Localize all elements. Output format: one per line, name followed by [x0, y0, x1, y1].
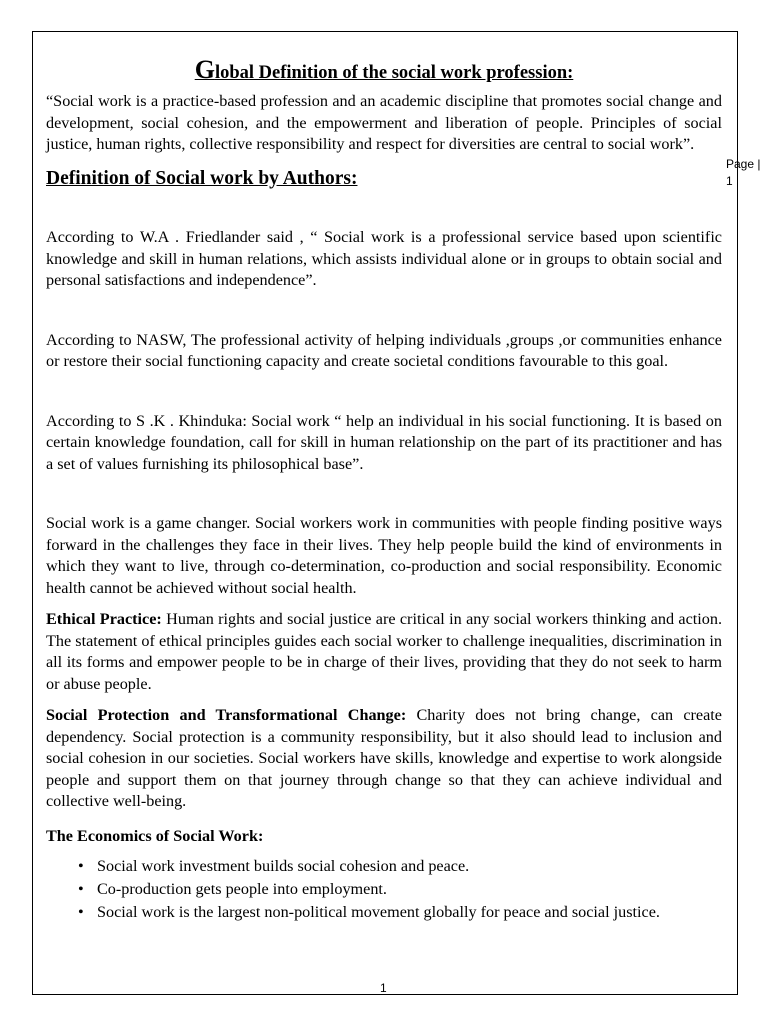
definition-friedlander: According to W.A . Friedlander said , “ Social work is a professional service based upon scientific knowledge and skill in human relations, which assists individual alone or in groups to obtain social and personal satisfactions and independence”.	[46, 228, 722, 289]
game-changer-paragraph: Social work is a game changer. Social workers work in communities with people finding positive ways forward in the challenges they face in their lives. They help people build the kind of environments in which they want to live, through co-determination, co-production and social responsibility. Economic health cannot be achieved without social health.	[46, 514, 722, 597]
social-protection-text: Charity does not bring change, can create dependency. Social protection is a community responsibility, but it also should lead to inclusion and social cohesion in our societies. Social workers have skills, knowledge and expertise to work alongside people and support them on that journey through change so that they can achieve individual and collective well-being.	[46, 706, 722, 810]
title-initial-letter: G	[194, 55, 215, 84]
document-body	[46, 55, 722, 924]
authors-heading: Definition of Social work by Authors:	[46, 167, 358, 189]
list-item	[78, 878, 722, 901]
ethical-practice-text: Human rights and social justice are critical in any social workers thinking and action. The statement of ethical principles guides each social worker to challenge inequalities, discrimination in all its forms and empower people to be in charge of their lives, providing that they do not seek to harm or abuse people.	[46, 610, 722, 693]
bullet-icon: •	[78, 857, 84, 875]
list-item	[78, 901, 722, 924]
footer-page-number: 1	[380, 981, 387, 995]
economics-heading: The Economics of Social Work:	[46, 826, 264, 845]
list-item-text: Social work is the largest non-political movement globally for peace and social justice.	[97, 903, 660, 921]
page-title	[46, 55, 722, 85]
list-item-text: Social work investment builds social cohesion and peace.	[97, 857, 470, 875]
margin-note-line-1: Page |	[726, 157, 761, 171]
definition-khinduka: According to S .K . Khinduka: Social work “ help an individual in his social functioning. It is based on certain knowledge foundation, call for skill in human relationship on the part of its practitioner and has a set of values furnishing its philosophical base”.	[46, 411, 722, 473]
list-item-text: Co-production gets people into employment.	[97, 880, 387, 898]
margin-note-line-2: 1	[726, 174, 733, 188]
page-number-margin-note	[726, 156, 760, 190]
bullet-icon: •	[78, 903, 84, 921]
bullet-icon: •	[78, 880, 84, 898]
global-definition-paragraph: “Social work is a practice-based profession and an academic discipline that promotes social change and development, social cohesion, and the empowerment and liberation of people. Principles of social justice, human rights, collective responsibility and respect for diversities are central to social work”.	[46, 92, 722, 153]
social-protection-heading: Social Protection and Transformational Change:	[46, 706, 407, 724]
list-item	[78, 855, 722, 878]
ethical-practice-heading: Ethical Practice:	[46, 610, 162, 628]
definition-nasw: According to NASW, The professional activity of helping individuals ,groups ,or communities enhance or restore their social functioning capacity and create societal conditions favourable to this goal.	[46, 330, 722, 370]
economics-bullet-list	[46, 855, 722, 924]
title-text: lobal Definition of the social work profession:	[214, 63, 574, 83]
social-protection-paragraph	[46, 705, 722, 813]
ethical-practice-paragraph	[46, 609, 722, 695]
